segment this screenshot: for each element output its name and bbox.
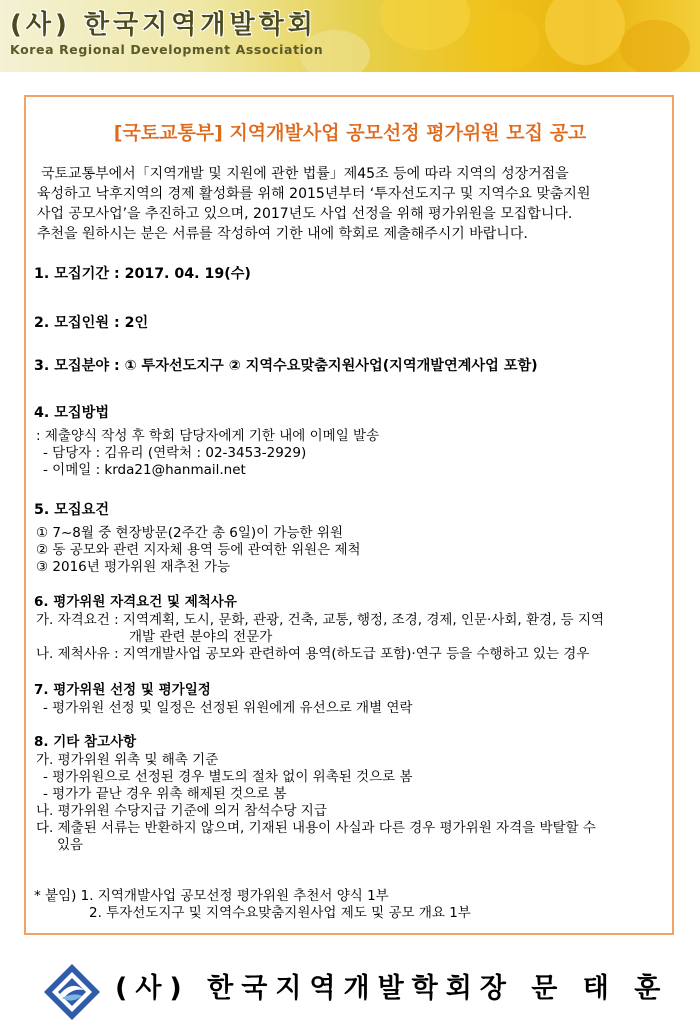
section-qualification: 6. 평가위원 자격요건 및 제척사유 [34,594,237,610]
flower-decoration [380,0,470,50]
section-field: 3. 모집분야 : ① 투자선도지구 ② 지역수요맞춤지원사업(지역개발연계사업 포함) [34,358,538,374]
intro-line: 육성하고 낙후지역의 경제 활성화를 위해 2015년부터 ‘투자선도지구 및 지역수요 맞춤지원 [37,186,591,202]
requirement-item: ③ 2016년 평가위원 재추천 가능 [36,559,231,575]
etc-line: 있음 [57,837,84,853]
method-line: : 제출양식 작성 후 학회 담당자에게 기한 내에 이메일 발송 [36,428,380,444]
attachment-item: 2. 투자선도지구 및 지역수요맞춤지원사업 제도 및 공모 개요 1부 [89,905,471,921]
etc-line: 가. 평가위원 위촉 및 해촉 기준 [36,752,219,768]
method-contact: - 담당자 : 김유리 (연락처 : 02-3453-2929) [43,445,307,461]
section-etc: 8. 기타 참고사항 [34,734,137,750]
intro-line: 국토교통부에서「지역개발 및 지원에 관한 법률」제45조 등에 따라 지역의 성장거점을 [41,166,569,182]
flower-decoration [545,0,625,65]
section-schedule: 7. 평가위원 선정 및 평가일정 [34,682,211,698]
etc-line: - 평가위원으로 선정된 경우 별도의 절차 없이 위촉된 것으로 봄 [43,769,413,785]
attachment-item: * 붙임) 1. 지역개발사업 공모선정 평가위원 추천서 양식 1부 [34,888,389,904]
flower-decoration [470,10,540,70]
section-headcount: 2. 모집인원 : 2인 [34,315,149,331]
exclusion-line: 나. 제척사유 : 지역개발사업 공모와 관련하여 용역(하도급 포함)·연구 등을 수행하고 있는 경우 [36,646,590,662]
association-logo-icon [42,962,102,1022]
header-banner [0,0,700,72]
section-period: 1. 모집기간 : 2017. 04. 19(수) [34,266,251,282]
method-email: - 이메일 : krda21@hanmail.net [43,462,246,478]
org-name-english: Korea Regional Development Association [10,42,324,57]
notice-intro [37,164,667,244]
schedule-line: - 평가위원 선정 및 일정은 선정된 위원에게 유선으로 개별 연락 [43,700,413,716]
flower-decoration [620,20,690,72]
intro-line: 추천을 원하시는 분은 서류를 작성하여 기한 내에 학회로 제출해주시기 바랍니다. [37,226,528,242]
etc-line: 나. 평가위원 수당지급 기준에 의거 참석수당 지급 [36,803,327,819]
org-name-korean: (사) 한국지역개발학회 [10,10,317,40]
signature: (사) 한국지역개발학회장 문 태 훈 [115,973,669,1004]
qualification-line: 가. 자격요건 : 지역계획, 도시, 문화, 관광, 건축, 교통, 행정, 조경, 경제, 인문·사회, 환경, 등 지역 [36,612,605,628]
etc-line: 다. 제출된 서류는 반환하지 않으며, 기재된 내용이 사실과 다른 경우 평가위원 자격을 박탈할 수 [36,820,596,836]
requirement-item: ② 동 공모와 관련 지자체 용역 등에 관여한 위원은 제척 [36,542,361,558]
requirement-item: ① 7~8월 중 현장방문(2주간 총 6일)이 가능한 위원 [36,525,343,541]
footer [0,958,700,1023]
section-requirements: 5. 모집요건 [34,502,110,518]
intro-line: 사업 공모사업’을 추진하고 있으며, 2017년도 사업 선정을 위해 평가위원을 모집합니다. [37,206,573,222]
etc-line: - 평가가 끝난 경우 위촉 해제된 것으로 봄 [43,786,287,802]
notice-title: [국토교통부] 지역개발사업 공모선정 평가위원 모집 공고 [113,122,587,144]
qualification-line: 개발 관련 분야의 전문가 [129,629,273,645]
section-method: 4. 모집방법 [34,405,110,421]
